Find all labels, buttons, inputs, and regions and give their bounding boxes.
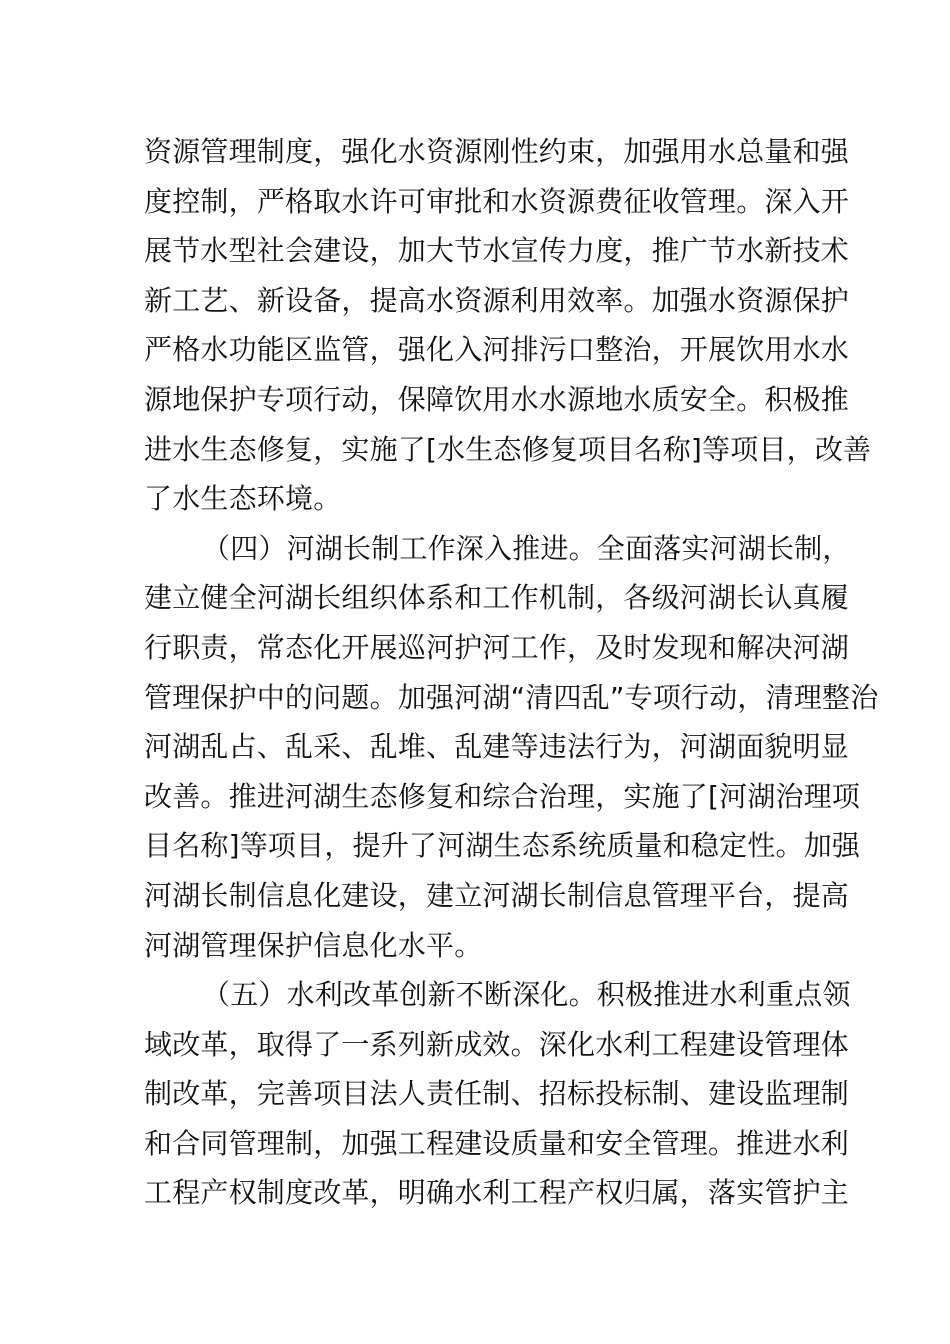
text-line: 河湖长制信息化建设，建立河湖长制信息管理平台，提高 xyxy=(144,878,850,912)
text-line: 了水生态环境。 xyxy=(144,482,342,516)
text-line: 展节水型社会建设，加大节水宣传力度，推广节水新技术 xyxy=(144,234,850,268)
text-line: 工程产权制度改革，明确水利工程产权归属，落实管护主 xyxy=(144,1176,850,1210)
text-line: 进水生态修复，实施了[水生态修复项目名称]等项目，改善 xyxy=(144,432,872,466)
document-body xyxy=(144,127,879,1218)
text-line: 管理保护中的问题。加强河湖“清四乱”专项行动，清理整治 xyxy=(144,680,879,714)
text-line: 资源管理制度，强化水资源刚性约束，加强用水总量和强 xyxy=(144,135,850,168)
text-line: 建立健全河湖长组织体系和工作机制，各级河湖长认真履 xyxy=(144,581,850,615)
text-line: 河湖管理保护信息化水平。 xyxy=(144,928,483,962)
text-line: 度控制，严格取水许可审批和水资源费征收管理。深入开 xyxy=(144,184,850,218)
text-line: 目名称]等项目，提升了河湖生态系统质量和稳定性。加强 xyxy=(144,829,861,863)
text-line: 新工艺、新设备，提高水资源利用效率。加强水资源保护 xyxy=(144,283,850,317)
text-line: （四）河湖长制工作深入推进。全面落实河湖长制， xyxy=(202,531,851,565)
text-line: 改善。推进河湖生态修复和综合治理，实施了[河湖治理项 xyxy=(144,779,861,813)
text-line: 和合同管理制，加强工程建设质量和安全管理。推进水利 xyxy=(144,1126,850,1160)
text-line: 行职责，常态化开展巡河护河工作，及时发现和解决河湖 xyxy=(144,630,850,664)
text-line: 制改革，完善项目法人责任制、招标投标制、建设监理制 xyxy=(144,1077,850,1111)
text-line: 源地保护专项行动，保障饮用水水源地水质安全。积极推 xyxy=(144,382,850,416)
text-line: 河湖乱占、乱采、乱堆、乱建等违法行为，河湖面貌明显 xyxy=(144,730,850,764)
text-line: 域改革，取得了一系列新成效。深化水利工程建设管理体 xyxy=(144,1027,850,1061)
text-line: （五）水利改革创新不断深化。积极推进水利重点领 xyxy=(202,978,851,1012)
text-line: 严格水功能区监管，强化入河排污口整治，开展饮用水水 xyxy=(144,333,850,367)
